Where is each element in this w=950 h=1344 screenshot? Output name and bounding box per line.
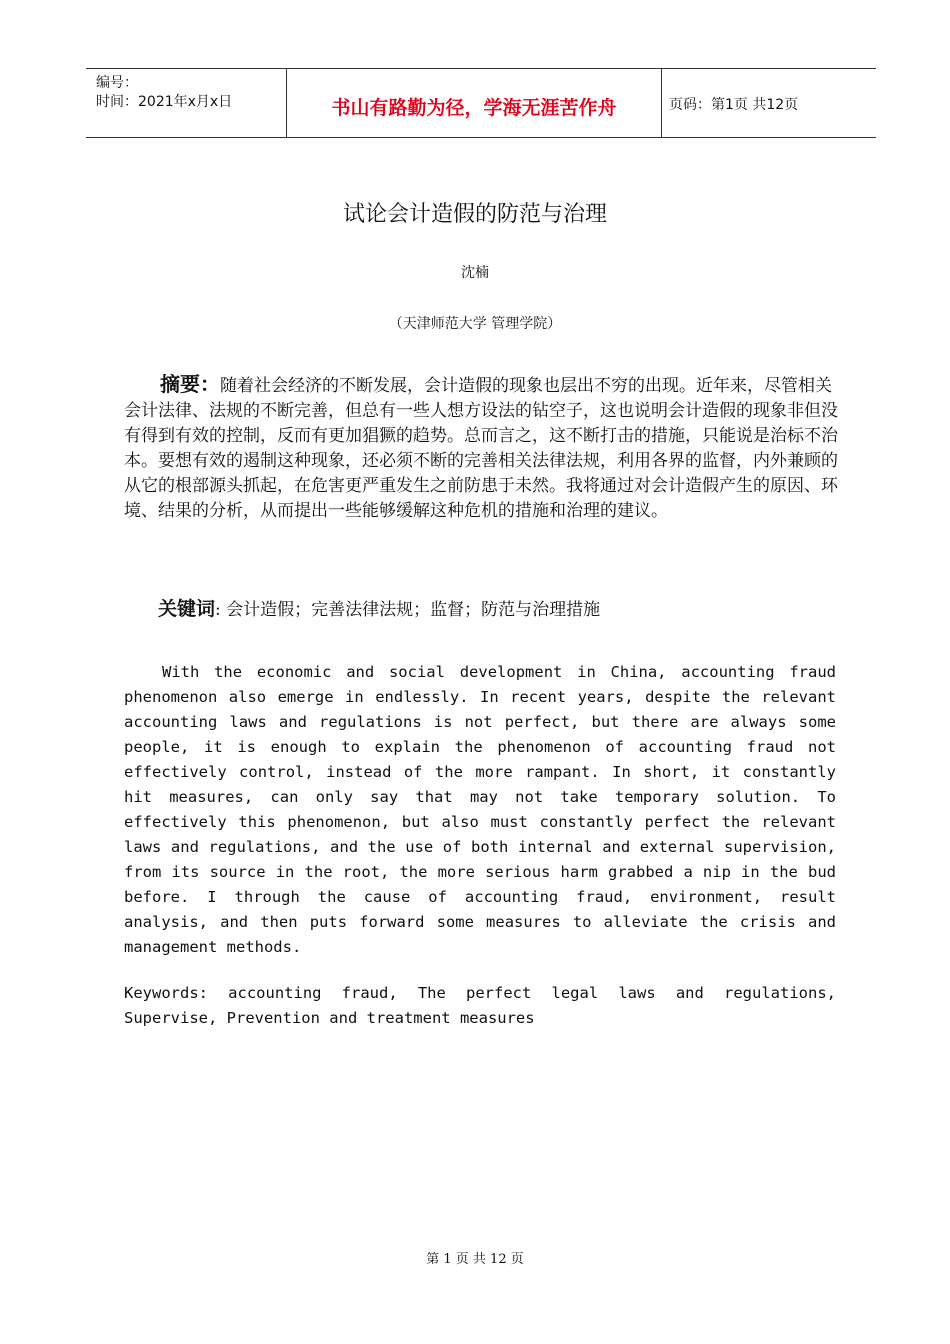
header-info-cell	[86, 69, 286, 137]
english-abstract: With the economic and social development in China, accounting fraud phenomenon also emerge in endlessly. In recent years, despite the relevant accounting laws and regulations is not perfect, but there are always some people, it is enough to explain the phenomenon of accounting fraud not effectively control, instead of the more rampant. In short, it constantly hit measures, can only say that may not take temporary solution. To effectively this phenomenon, but also must constantly perfect the relevant laws and regulations, and the use of both internal and external supervision, from its source in the root, the more serious harm grabbed a nip in the bud before. I through the cause of accounting fraud, environment, result analysis, and then puts forward some measures to alleviate the crisis and management methods.	[124, 663, 836, 956]
chinese-abstract	[124, 372, 840, 524]
page-footer: 第 1 页 共 12 页	[426, 1252, 524, 1267]
english-keywords: Keywords: accounting fraud, The perfect legal laws and regulations, Supervise, Prevention and treatment measures	[124, 984, 836, 1027]
chinese-keywords	[158, 597, 858, 623]
paper-affiliation: （天津师范大学 管理学院）	[388, 316, 562, 332]
abstract-text: 随着社会经济的不断发展，会计造假的现象也层出不穷的出现。近年来，尽管相关会计法律、法规的不断完善，但总有一些人想方设法的钻空子，这也说明会计造假的现象非但没有得到有效的控制，反而有更加猖獗的趋势。总而言之，这不断打击的措施，只能说是治标不治本。要想有效的遏制这种现象，还必须不断的完善相关法律法规，利用各界的监督，内外兼顾的从它的根部源头抓起，在危害更严重发生之前防患于未然。我将通过对会计造假产生的原因、环境、结果的分析，从而提出一些能够缓解这种危机的措施和治理的建议。	[124, 376, 838, 521]
header-page-code: 页码：第1页 共12页	[669, 97, 799, 113]
header-page-cell	[661, 69, 876, 137]
document-time-label: 时间：2021年x月x日	[96, 94, 233, 110]
header-motto-cell	[286, 69, 662, 137]
paper-author: 沈楠	[461, 265, 489, 281]
document-number-label: 编号：	[96, 75, 138, 91]
document-header-table	[86, 68, 876, 138]
header-motto: 书山有路勤为径，学海无涯苦作舟	[331, 97, 617, 119]
abstract-label: 摘要：	[160, 372, 220, 396]
keywords-label: 关键词	[158, 598, 216, 620]
keywords-text: : 会计造假；完善法律法规；监督；防范与治理措施	[215, 600, 601, 620]
paper-title: 试论会计造假的防范与治理	[342, 202, 607, 227]
